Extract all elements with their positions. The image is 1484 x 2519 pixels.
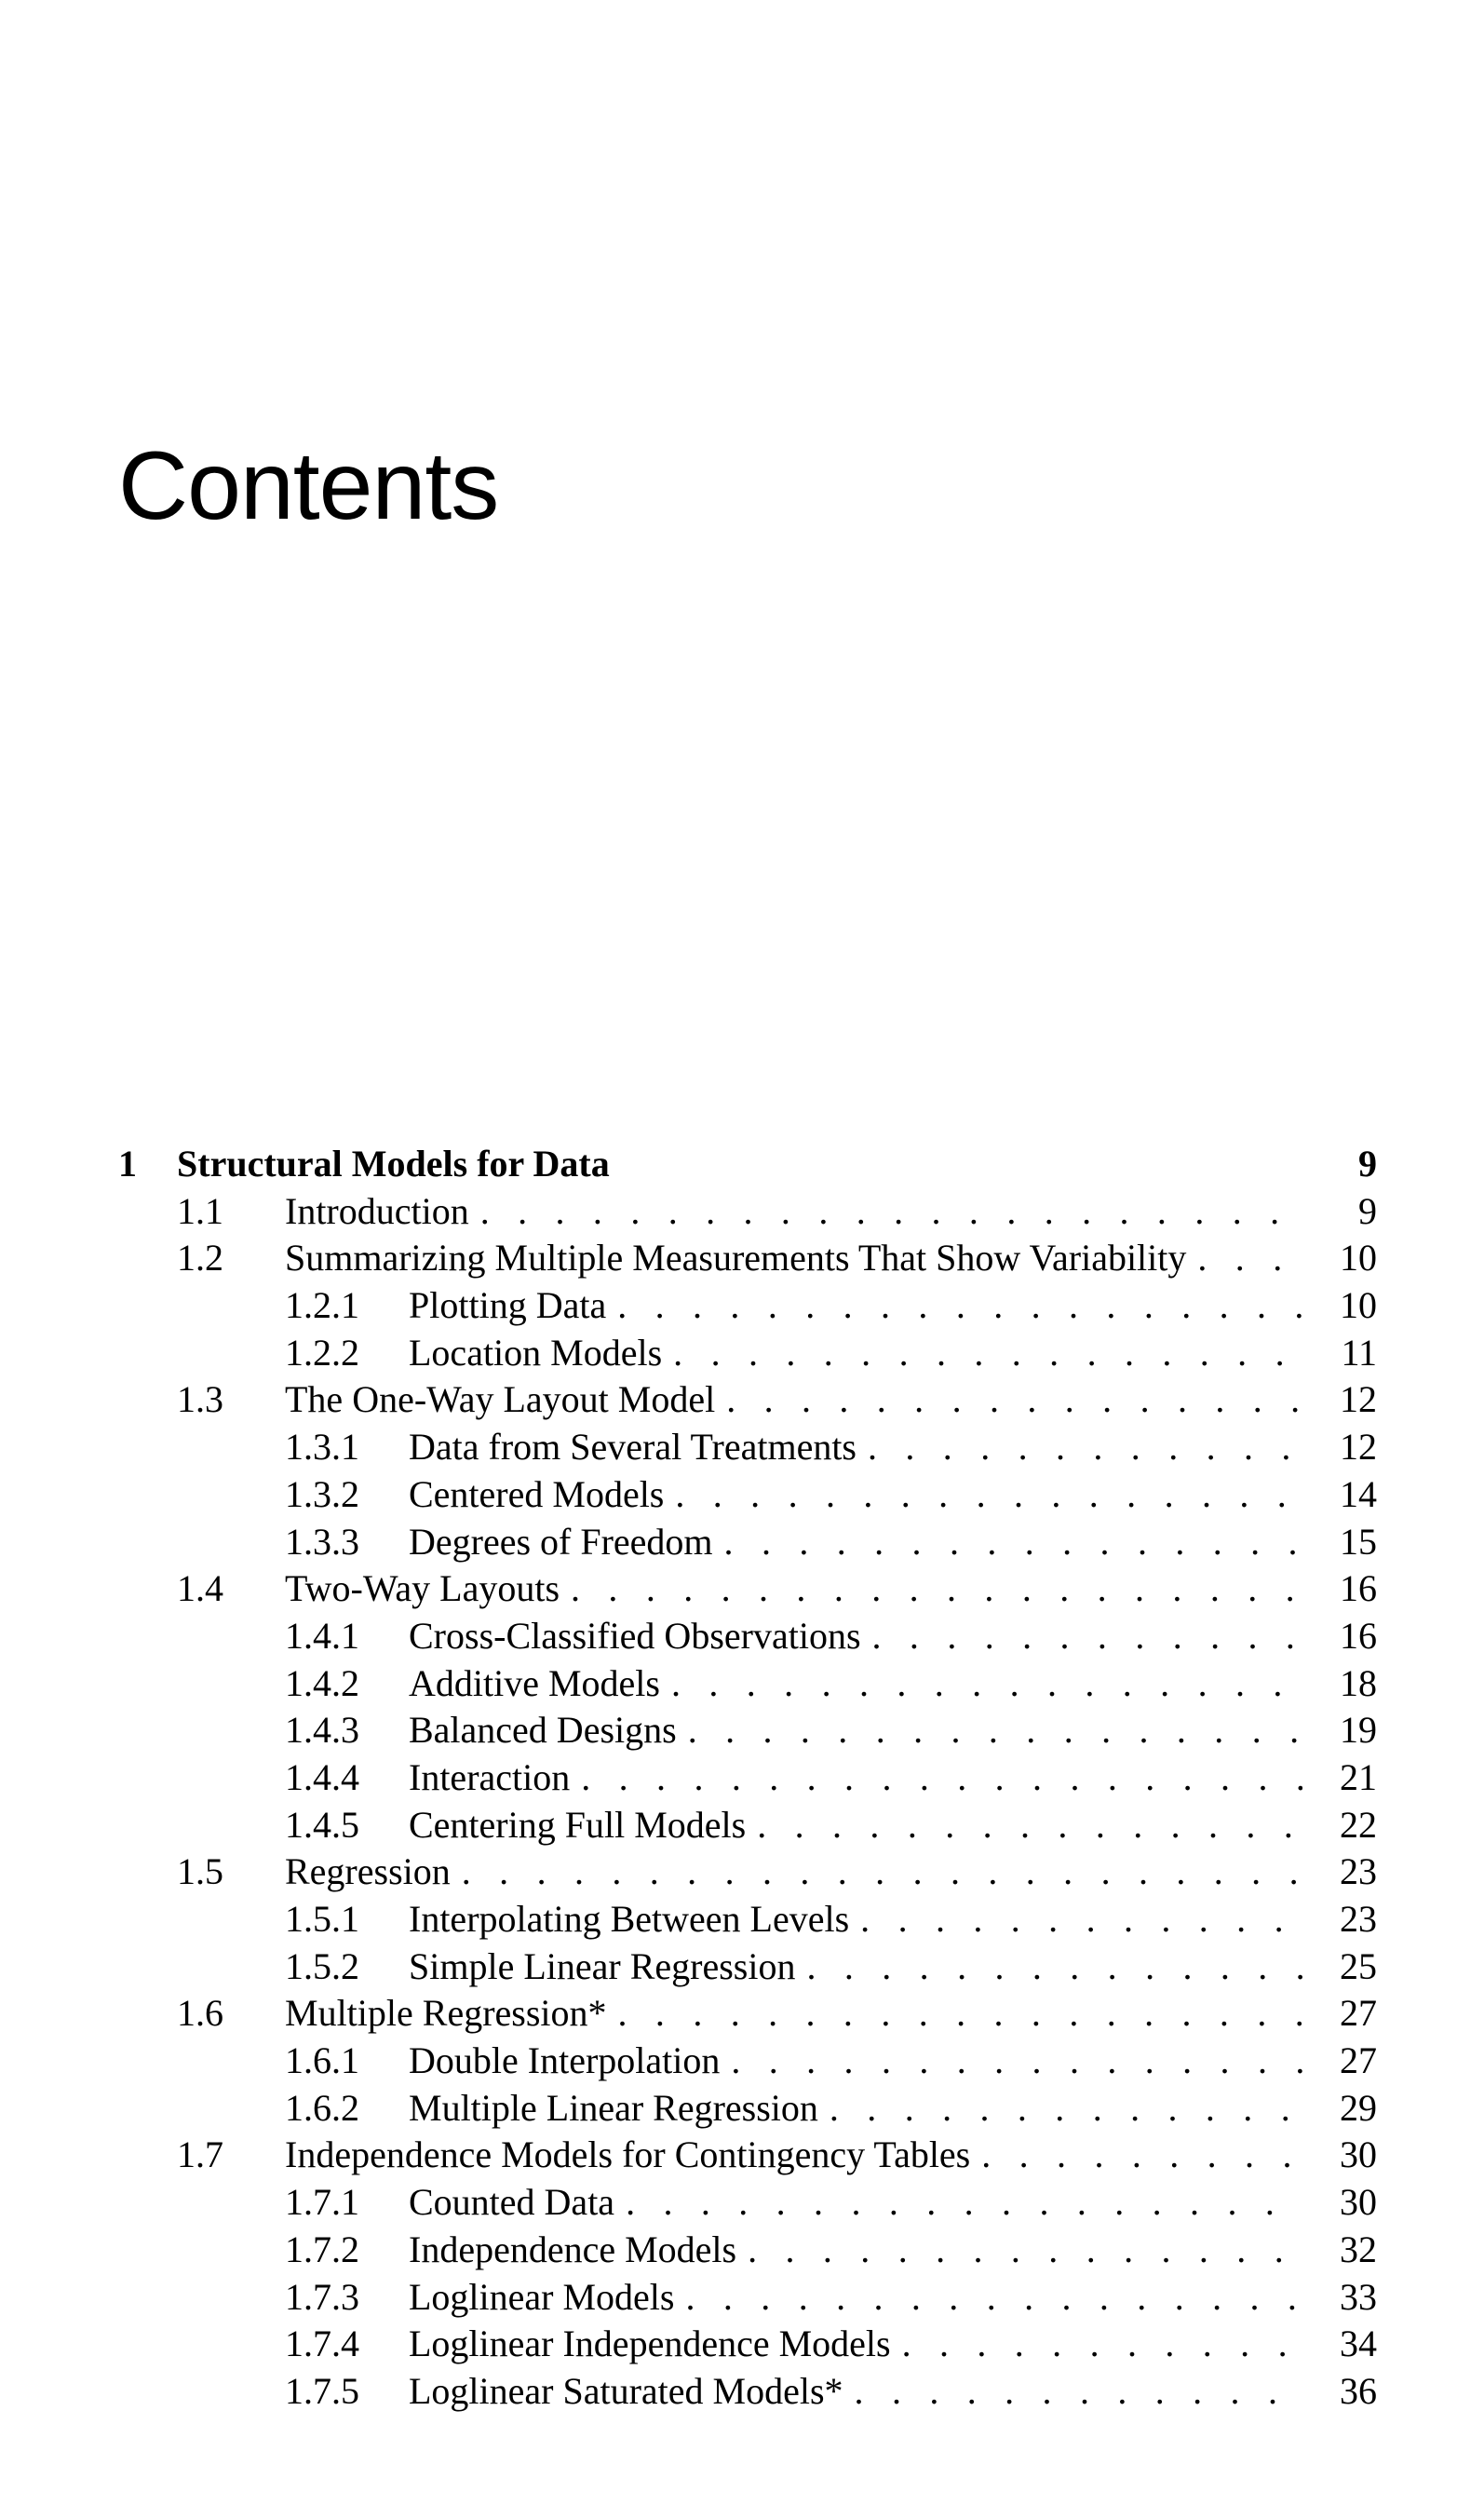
toc-entry-page-number: 9 <box>1358 1189 1377 1232</box>
toc-entry-number: 1.4.1 <box>285 1614 359 1657</box>
toc-entry-number: 1.4.3 <box>285 1709 359 1752</box>
toc-entry-page-number: 10 <box>1340 1284 1377 1327</box>
toc-subsection-entry[interactable] <box>118 1282 1377 1330</box>
toc-entry-title-line <box>285 1990 1377 2038</box>
toc-subsection-entry[interactable] <box>118 1519 1377 1566</box>
toc-dot-leader <box>571 1565 1302 1613</box>
toc-entry-number: 1.2.2 <box>285 1331 359 1374</box>
toc-entry-title-line <box>285 2132 1377 2179</box>
toc-entry-title: Loglinear Independence Models <box>409 2323 891 2365</box>
toc-entry-page-number: 27 <box>1340 2039 1377 2082</box>
toc-entry-number: 1.6.1 <box>285 2039 359 2082</box>
toc-entry-number: 1.7.4 <box>285 2323 359 2365</box>
toc-entry-page-number: 12 <box>1340 1426 1377 1469</box>
toc-entry-title-line <box>409 1471 1377 1519</box>
toc-section-entry[interactable] <box>118 2132 1377 2179</box>
toc-entry-title: Independence Models <box>409 2228 737 2270</box>
toc-entry-title: Multiple Linear Regression <box>409 2086 818 2129</box>
toc-entry-title: Counted Data <box>409 2181 615 2224</box>
toc-dot-leader <box>868 1424 1302 1471</box>
toc-entry-page-number: 15 <box>1340 1520 1377 1563</box>
toc-subsection-entry[interactable] <box>118 1330 1377 1377</box>
toc-entry-title: Loglinear Saturated Models* <box>409 2369 843 2412</box>
toc-entry-page-number: 22 <box>1340 1803 1377 1846</box>
toc-dot-leader <box>902 2321 1302 2368</box>
toc-entry-title: Structural Models for Data <box>177 1143 610 1185</box>
toc-entry-title-line <box>285 1188 1377 1236</box>
toc-dot-leader <box>618 1990 1302 2038</box>
toc-entry-page-number: 9 <box>1358 1143 1377 1185</box>
toc-dot-leader <box>860 1896 1302 1943</box>
toc-subsection-entry[interactable] <box>118 2179 1377 2227</box>
toc-section-entry[interactable] <box>118 1376 1377 1424</box>
toc-dot-leader <box>872 1613 1302 1660</box>
toc-entry-number: 1.7.5 <box>285 2369 359 2412</box>
toc-entry-page-number: 36 <box>1340 2369 1377 2412</box>
toc-entry-title: Double Interpolation <box>409 2039 721 2082</box>
toc-entry-page-number: 16 <box>1340 1614 1377 1657</box>
toc-subsection-entry[interactable] <box>118 2038 1377 2085</box>
toc-dot-leader <box>726 1376 1302 1424</box>
toc-dot-leader <box>617 1282 1302 1330</box>
toc-entry-page-number: 27 <box>1340 1992 1377 2035</box>
toc-entry-title: Regression <box>285 1850 451 1893</box>
toc-entry-title-line <box>409 1754 1377 1802</box>
toc-entry-page-number: 33 <box>1340 2275 1377 2318</box>
page-title: Contents <box>118 432 499 540</box>
toc-subsection-entry[interactable] <box>118 1660 1377 1708</box>
toc-entry-number: 1.7.2 <box>285 2228 359 2270</box>
toc-entry-title: Degrees of Freedom <box>409 1520 713 1563</box>
toc-dot-leader <box>581 1754 1302 1802</box>
toc-entry-title: Interaction <box>409 1755 571 1798</box>
toc-entry-title: Independence Models for Contingency Tables <box>285 2133 971 2176</box>
toc-subsection-entry[interactable] <box>118 2321 1377 2368</box>
toc-subsection-entry[interactable] <box>118 1943 1377 1991</box>
toc-subsection-entry[interactable] <box>118 1707 1377 1754</box>
toc-dot-leader <box>830 2085 1302 2133</box>
toc-entry-number: 1.3.1 <box>285 1426 359 1469</box>
toc-entry-title-line <box>409 2085 1377 2133</box>
toc-entry-title: Balanced Designs <box>409 1709 677 1752</box>
toc-dot-leader <box>981 2132 1302 2179</box>
toc-entry-number: 1.3.2 <box>285 1472 359 1515</box>
toc-dot-leader <box>757 1802 1302 1849</box>
toc-entry-number: 1.4.2 <box>285 1661 359 1704</box>
toc-entry-title: Additive Models <box>409 1661 660 1704</box>
toc-entry-page-number: 10 <box>1340 1237 1377 1280</box>
toc-section-entry[interactable] <box>118 1849 1377 1896</box>
toc-entry-number: 1.5.1 <box>285 1898 359 1940</box>
toc-entry-title-line <box>285 1565 1377 1613</box>
toc-entry-page-number: 30 <box>1340 2133 1377 2176</box>
toc-entry-title: Multiple Regression* <box>285 1992 607 2035</box>
toc-entry-number: 1.4.5 <box>285 1803 359 1846</box>
toc-subsection-entry[interactable] <box>118 1802 1377 1849</box>
toc-entry-number: 1.5.2 <box>285 1944 359 1987</box>
toc-subsection-entry[interactable] <box>118 1754 1377 1802</box>
toc-entry-title: Two-Way Layouts <box>285 1567 560 1610</box>
toc-entry-title-line <box>409 2321 1377 2368</box>
toc-entry-title-line <box>409 1802 1377 1849</box>
toc-entry-title-line <box>409 1896 1377 1943</box>
toc-dot-leader <box>686 2274 1303 2322</box>
toc-dot-leader <box>1197 1235 1302 1282</box>
toc-entry-page-number: 12 <box>1340 1378 1377 1421</box>
toc-entry-title-line <box>409 2227 1377 2274</box>
toc-section-entry[interactable] <box>118 1188 1377 1236</box>
toc-dot-leader <box>673 1330 1302 1377</box>
toc-dot-leader <box>731 2038 1302 2085</box>
toc-dot-leader <box>462 1849 1302 1896</box>
toc-entry-number: 1.2 <box>177 1237 223 1280</box>
toc-dot-leader <box>675 1471 1302 1519</box>
toc-entry-title-line <box>409 1282 1377 1330</box>
toc-entry-page-number: 29 <box>1340 2086 1377 2129</box>
toc-entry-page-number: 14 <box>1340 1472 1377 1515</box>
toc-dot-leader <box>671 1660 1302 1708</box>
toc-entry-title: Centered Models <box>409 1472 665 1515</box>
toc-entry-title: Cross-Classified Observations <box>409 1614 861 1657</box>
toc-entry-title-line <box>409 2179 1377 2227</box>
toc-subsection-entry[interactable] <box>118 2368 1377 2416</box>
toc-entry-title-line <box>409 2368 1377 2416</box>
toc-entry-title: Plotting Data <box>409 1284 607 1327</box>
toc-dot-leader <box>748 2227 1302 2274</box>
toc-entry-number: 1.6 <box>177 1992 223 2035</box>
toc-entry-number: 1.3.3 <box>285 1520 359 1563</box>
table-of-contents <box>118 1141 1377 2416</box>
toc-entry-number: 1.3 <box>177 1378 223 1421</box>
toc-entry-title: Location Models <box>409 1331 663 1374</box>
toc-entry-page-number: 32 <box>1340 2228 1377 2270</box>
toc-entry-title: Interpolating Between Levels <box>409 1898 850 1940</box>
toc-subsection-entry[interactable] <box>118 1471 1377 1519</box>
toc-section-entry[interactable] <box>118 1235 1377 1282</box>
toc-entry-page-number: 21 <box>1340 1755 1377 1798</box>
toc-entry-page-number: 19 <box>1340 1709 1377 1752</box>
toc-entry-title-line <box>409 2038 1377 2085</box>
toc-dot-leader <box>688 1707 1302 1754</box>
toc-dot-leader <box>855 2368 1302 2416</box>
toc-entry-number: 1.7.3 <box>285 2275 359 2318</box>
toc-entry-title-line <box>409 1330 1377 1377</box>
toc-section-entry[interactable] <box>118 1565 1377 1613</box>
toc-subsection-entry[interactable] <box>118 2085 1377 2133</box>
toc-entry-title: Introduction <box>285 1189 469 1232</box>
toc-entry-number: 1.4 <box>177 1567 223 1610</box>
toc-entry-title: Loglinear Models <box>409 2275 675 2318</box>
toc-entry-number: 1.7 <box>177 2133 223 2176</box>
toc-entry-number: 1.7.1 <box>285 2181 359 2224</box>
toc-dot-leader <box>626 2179 1302 2227</box>
toc-entry-page-number: 25 <box>1340 1944 1377 1987</box>
toc-entry-title-line <box>285 1376 1377 1424</box>
toc-entry-title-line <box>177 1141 1377 1188</box>
toc-section-entry[interactable] <box>118 1990 1377 2038</box>
toc-entry-title: Simple Linear Regression <box>409 1944 796 1987</box>
toc-entry-title-line <box>409 1613 1377 1660</box>
toc-entry-title-line <box>409 1943 1377 1991</box>
toc-subsection-entry[interactable] <box>118 1613 1377 1660</box>
toc-entry-title: Summarizing Multiple Measurements That Show Variability <box>285 1237 1187 1280</box>
toc-entry-number: 1.5 <box>177 1850 223 1893</box>
toc-entry-page-number: 30 <box>1340 2181 1377 2224</box>
toc-entry-title-line <box>409 1519 1377 1566</box>
toc-entry-page-number: 18 <box>1340 1661 1377 1704</box>
toc-entry-page-number: 34 <box>1340 2323 1377 2365</box>
toc-entry-page-number: 11 <box>1341 1331 1377 1374</box>
toc-subsection-entry[interactable] <box>118 2227 1377 2274</box>
toc-subsection-entry[interactable] <box>118 1896 1377 1943</box>
toc-entry-number: 1.2.1 <box>285 1284 359 1327</box>
toc-entry-title-line <box>409 1424 1377 1471</box>
toc-entry-title: Centering Full Models <box>409 1803 747 1846</box>
toc-entry-title-line <box>409 1707 1377 1754</box>
toc-subsection-entry[interactable] <box>118 2274 1377 2322</box>
toc-entry-title: The One-Way Layout Model <box>285 1378 716 1421</box>
toc-entry-page-number: 23 <box>1340 1898 1377 1940</box>
toc-dot-leader <box>724 1519 1302 1566</box>
toc-entry-title: Data from Several Treatments <box>409 1426 857 1469</box>
toc-entry-page-number: 16 <box>1340 1567 1377 1610</box>
toc-subsection-entry[interactable] <box>118 1424 1377 1471</box>
toc-dot-leader <box>806 1943 1302 1991</box>
toc-dot-leader <box>480 1188 1302 1236</box>
toc-entry-number: 1 <box>118 1143 137 1185</box>
toc-entry-title-line <box>285 1235 1377 1282</box>
toc-entry-title-line <box>409 2274 1377 2322</box>
toc-chapter-entry[interactable] <box>118 1141 1377 1188</box>
toc-entry-title-line <box>285 1849 1377 1896</box>
toc-entry-page-number: 23 <box>1340 1850 1377 1893</box>
toc-entry-number: 1.6.2 <box>285 2086 359 2129</box>
toc-entry-number: 1.4.4 <box>285 1755 359 1798</box>
toc-entry-title-line <box>409 1660 1377 1708</box>
toc-entry-number: 1.1 <box>177 1189 223 1232</box>
